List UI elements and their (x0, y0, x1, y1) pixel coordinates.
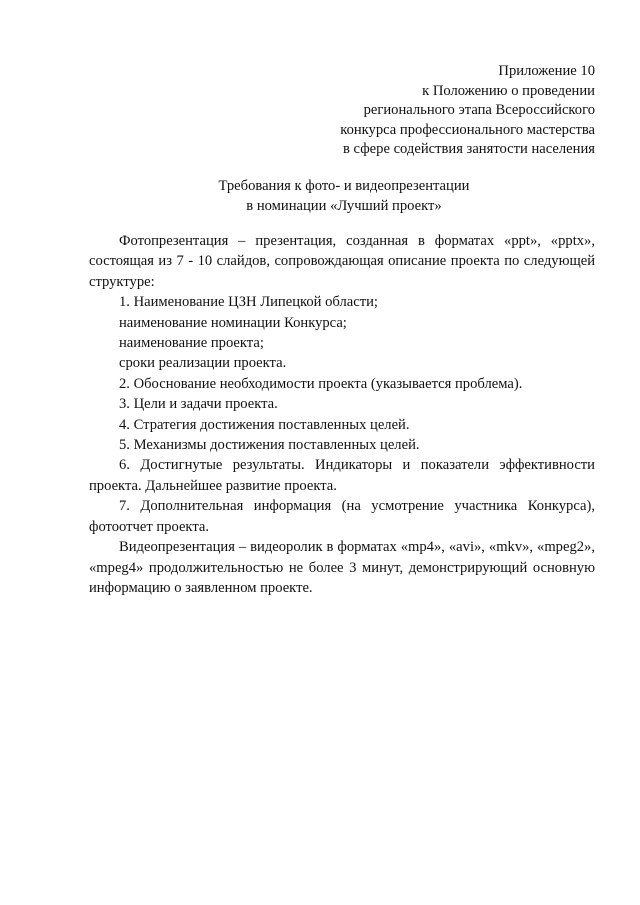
list-item-7: 7. Дополнительная информация (на усмотрение участника Конкурса), фотоотчет проекта. (89, 498, 595, 535)
list-item-3: 3. Цели и задачи проекта. (119, 396, 278, 413)
list-item-1: 1. Наименование ЦЗН Липецкой области; (119, 294, 378, 311)
document-body (89, 231, 595, 598)
appendix-line: Приложение 10 (498, 63, 595, 79)
photo-presentation-paragraph: Фотопрезентация – презентация, созданная в форматах «ppt», «pptx», состоящая из 7 - 10 слайдов, сопровождающая описание проекта по следующей структуре: (89, 233, 595, 290)
title-line: в номинации «Лучший проект» (246, 197, 442, 214)
list-item-6: 6. Достигнутые результаты. Индикаторы и показатели эффективности проекта. Дальнейшее развитие проекта. (89, 457, 595, 494)
document-title (0, 177, 640, 216)
list-item-4: 4. Стратегия достижения поставленных целей. (119, 416, 410, 433)
appendix-header (340, 62, 595, 160)
appendix-line: конкурса профессионального мастерства (340, 121, 595, 138)
appendix-line: в сфере содействия занятости населения (343, 141, 595, 157)
appendix-line: к Положению о проведении (422, 82, 595, 99)
list-item-5: 5. Механизмы достижения поставленных целей. (119, 437, 420, 454)
list-item-1-project-name: наименование проекта; (119, 335, 264, 352)
appendix-line: регионального этапа Всероссийского (363, 102, 595, 118)
title-line: Требования к фото- и видеопрезентации (218, 178, 470, 194)
list-item-1-nomination: наименование номинации Конкурса; (119, 314, 347, 331)
list-item-1-deadlines: сроки реализации проекта. (119, 355, 287, 372)
list-item-2: 2. Обоснование необходимости проекта (указывается проблема). (119, 375, 523, 392)
video-presentation-paragraph: Видеопрезентация – видеоролик в форматах «mp4», «avi», «mkv», «mpeg2», «mpeg4» продолжительностью не более 3 минут, демонстрирующий основную информацию о заявленном проекте. (89, 539, 595, 596)
